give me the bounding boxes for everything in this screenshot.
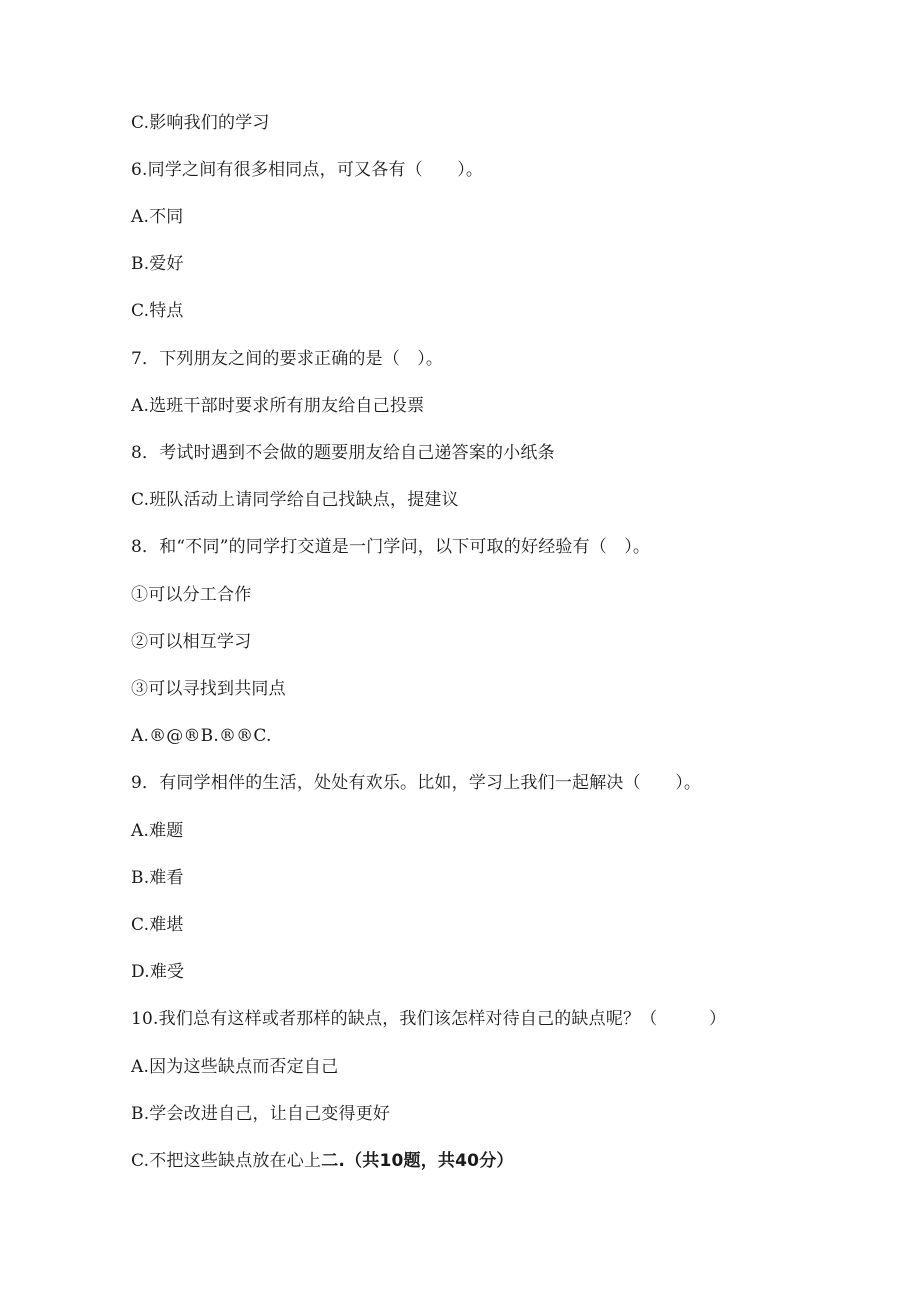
option-c-q7: C.班队活动上请同学给自己找缺点，提建议 xyxy=(131,490,459,510)
options-q8: A.®@®B.®®C. xyxy=(131,726,272,746)
section-2-heading: 二.（共10题，共40分） xyxy=(321,1151,514,1171)
statement-3-q8: ③可以寻找到共同点 xyxy=(131,679,286,699)
option-a-q7: A.选班干部时要求所有朋友给自己投票 xyxy=(131,396,425,416)
option-b-q10: B.学会改进自己，让自己变得更好 xyxy=(131,1104,391,1124)
option-b-q7: 8．考试时遇到不会做的题要朋友给自己递答案的小纸条 xyxy=(131,443,555,463)
option-d-q9: D.难受 xyxy=(131,962,185,982)
option-c-q10: C.不把这些缺点放在心上 xyxy=(131,1151,322,1171)
option-a-q6: A.不同 xyxy=(131,207,184,227)
question-10: 10.我们总有这样或者那样的缺点，我们该怎样对待自己的缺点呢？（ ） xyxy=(131,1009,727,1029)
option-b-q6: B.爱好 xyxy=(131,254,184,274)
option-c-q10-with-section-heading xyxy=(131,1149,514,1173)
option-b-q9: B.难看 xyxy=(131,868,184,888)
option-a-q9: A.难题 xyxy=(131,821,184,841)
question-9: 9．有同学相伴的生活，处处有欢乐。比如，学习上我们一起解决（ ）。 xyxy=(131,773,702,793)
option-a-q10: A.因为这些缺点而否定自己 xyxy=(131,1057,339,1077)
option-c-q9: C.难堪 xyxy=(131,915,184,935)
statement-2-q8: ②可以相互学习 xyxy=(131,632,252,652)
question-7: 7．下列朋友之间的要求正确的是（ ）。 xyxy=(131,349,444,369)
option-c-q5: C.影响我们的学习 xyxy=(131,113,270,133)
question-6: 6.同学之间有很多相同点，可又各有（ ）。 xyxy=(131,160,484,180)
statement-1-q8: ①可以分工合作 xyxy=(131,585,252,605)
option-c-q6: C.特点 xyxy=(131,301,184,321)
question-8: 8．和“不同”的同学打交道是一门学问，以下可取的好经验有（ ）。 xyxy=(131,537,651,557)
